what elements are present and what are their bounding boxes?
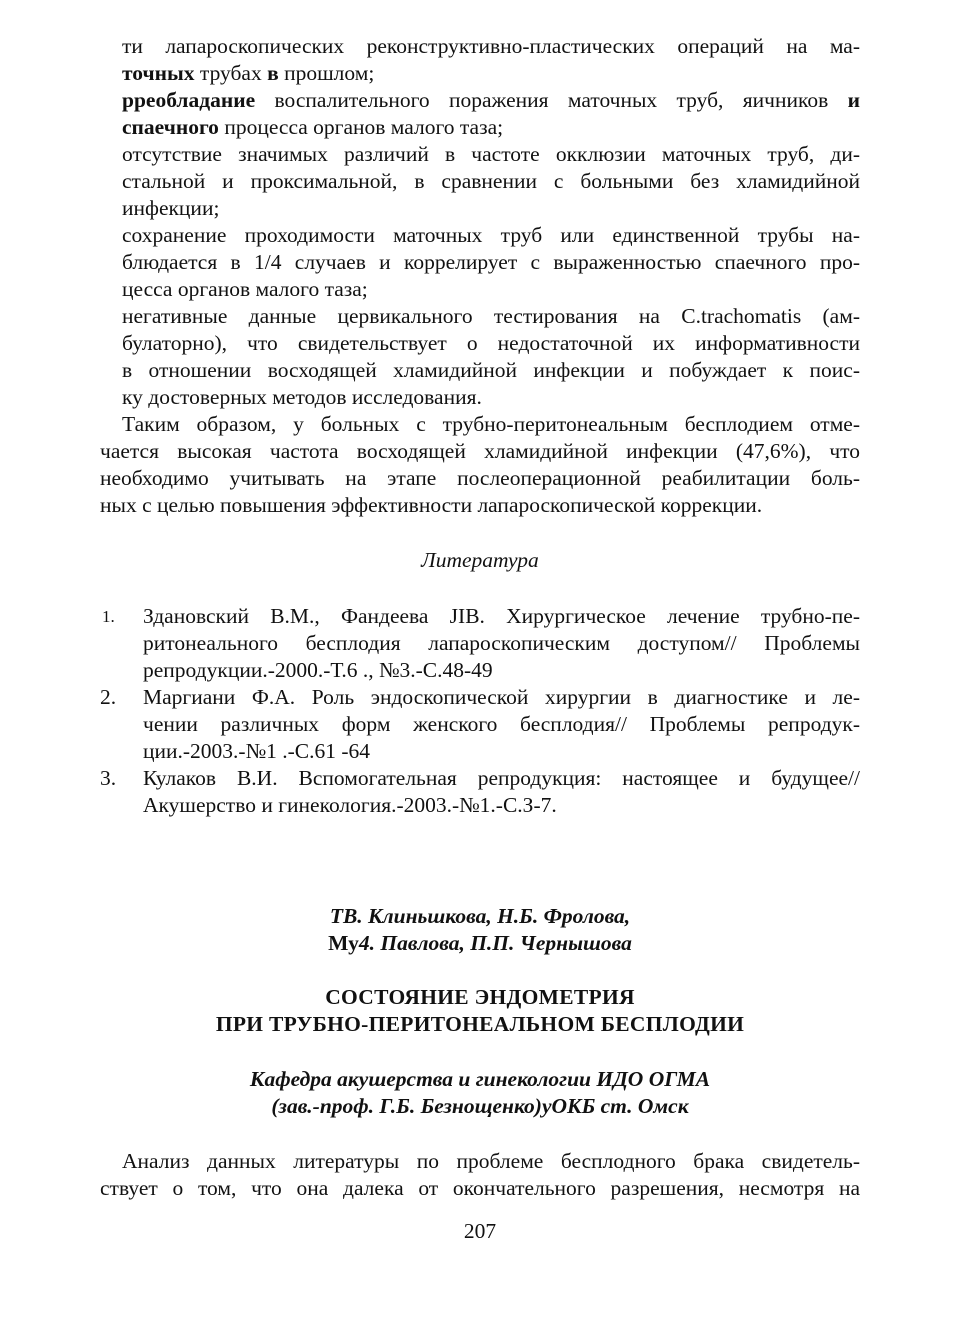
reference-number: 3. (100, 766, 117, 790)
reference-line: Кулаков В.И. Вспомогательная репродукция: настоящее и будущее// (143, 766, 860, 790)
conclusion-line: сохранение проходимости маточных труб или единственной трубы на- (122, 223, 860, 247)
conclusion-line: ку достоверных методов исследования. (122, 385, 482, 409)
summary-line: Таким образом, у больных с трубно-перитонеальным бесплодием отме- (122, 412, 860, 436)
reference-line: Акушерство и гинекология.-2003.-№1.-С.З-7. (143, 793, 557, 817)
article-body-line: Анализ данных литературы по проблеме бесплодного брака свидетель- (122, 1149, 860, 1173)
reference-line: чении различных форм женского бесплодия// Проблемы репродук- (143, 712, 860, 736)
article-authors: ТВ. Клиньшкова, Н.Б. Фролова, (329, 904, 631, 928)
summary-line: необходимо учитывать на этапе послеоперационной реабилитации боль- (100, 466, 860, 490)
article-affiliation: (зав.-проф. Г.Б. Безнощенко)уОКБ ст. Омск (271, 1094, 689, 1118)
conclusion-line: блюдается в 1/4 случаев и коррелирует с выраженностью спаечного про- (122, 250, 860, 274)
summary-line: ных с целью повышения эффективности лапароскопической коррекции. (100, 493, 763, 517)
article-authors: Му4. Павлова, П.П. Чернышова (328, 931, 632, 955)
page-number: 207 (463, 1219, 497, 1243)
conclusion-line: булаторно), что свидетельствует о недостаточной их информативности (122, 331, 860, 355)
literature-heading: Литература (421, 548, 539, 572)
article-title: СОСТОЯНИЕ ЭНДОМЕТРИЯ (325, 985, 635, 1009)
summary-line: чается высокая частота восходящей хламидийной инфекции (47,6%), что (100, 439, 860, 463)
conclusion-line: инфекции; (122, 196, 220, 220)
reference-line: ции.-2003.-№1 .-С.61 -64 (143, 739, 371, 763)
conclusion-line: отсутствие значимых различий в частоте окклюзии маточных труб, ди- (122, 142, 860, 166)
conclusion-line: цесса органов малого таза; (122, 277, 368, 301)
reference-number: 1. (102, 607, 115, 626)
reference-line: Здановский В.М., Фандеева JIB. Хирургическое лечение трубно-пе- (143, 604, 860, 628)
article-title: ПРИ ТРУБНО-ПЕРИТОНЕАЛЬНОМ БЕСПЛОДИИ (215, 1012, 745, 1036)
conclusion-line: в отношении восходящей хламидийной инфекции и побуждает к поис- (122, 358, 860, 382)
reference-line: репродукции.-2000.-Т.6 ., №3.-С.48-49 (143, 658, 493, 682)
reference-line: Маргиани Ф.А. Роль эндоскопической хирургии в диагностике и ле- (143, 685, 860, 709)
conclusion-line: точных трубах в прошлом; (122, 61, 375, 85)
article-body-line: ствует о том, что она далека от окончательного разрешения, несмотря на (100, 1176, 860, 1200)
reference-line: ритонеального бесплодия лапароскопическим доступом// Проблемы (143, 631, 860, 655)
conclusion-line: спаечного процесса органов малого таза; (122, 115, 504, 139)
conclusion-line: ти лапароскопических реконструктивно-пластических операций на ма- (122, 34, 860, 58)
conclusion-line: негативные данные цервикального тестирования на C.trachomatis (ам- (122, 304, 860, 328)
article-affiliation: Кафедра акушерства и гинекологии ИДО ОГМА (249, 1067, 711, 1091)
reference-number: 2. (100, 685, 117, 709)
conclusion-line: стальной и проксимальной, в сравнении с больными без хламидийной (122, 169, 860, 193)
conclusion-line: рреобладание воспалительного поражения маточных труб, яичников и (122, 88, 860, 112)
